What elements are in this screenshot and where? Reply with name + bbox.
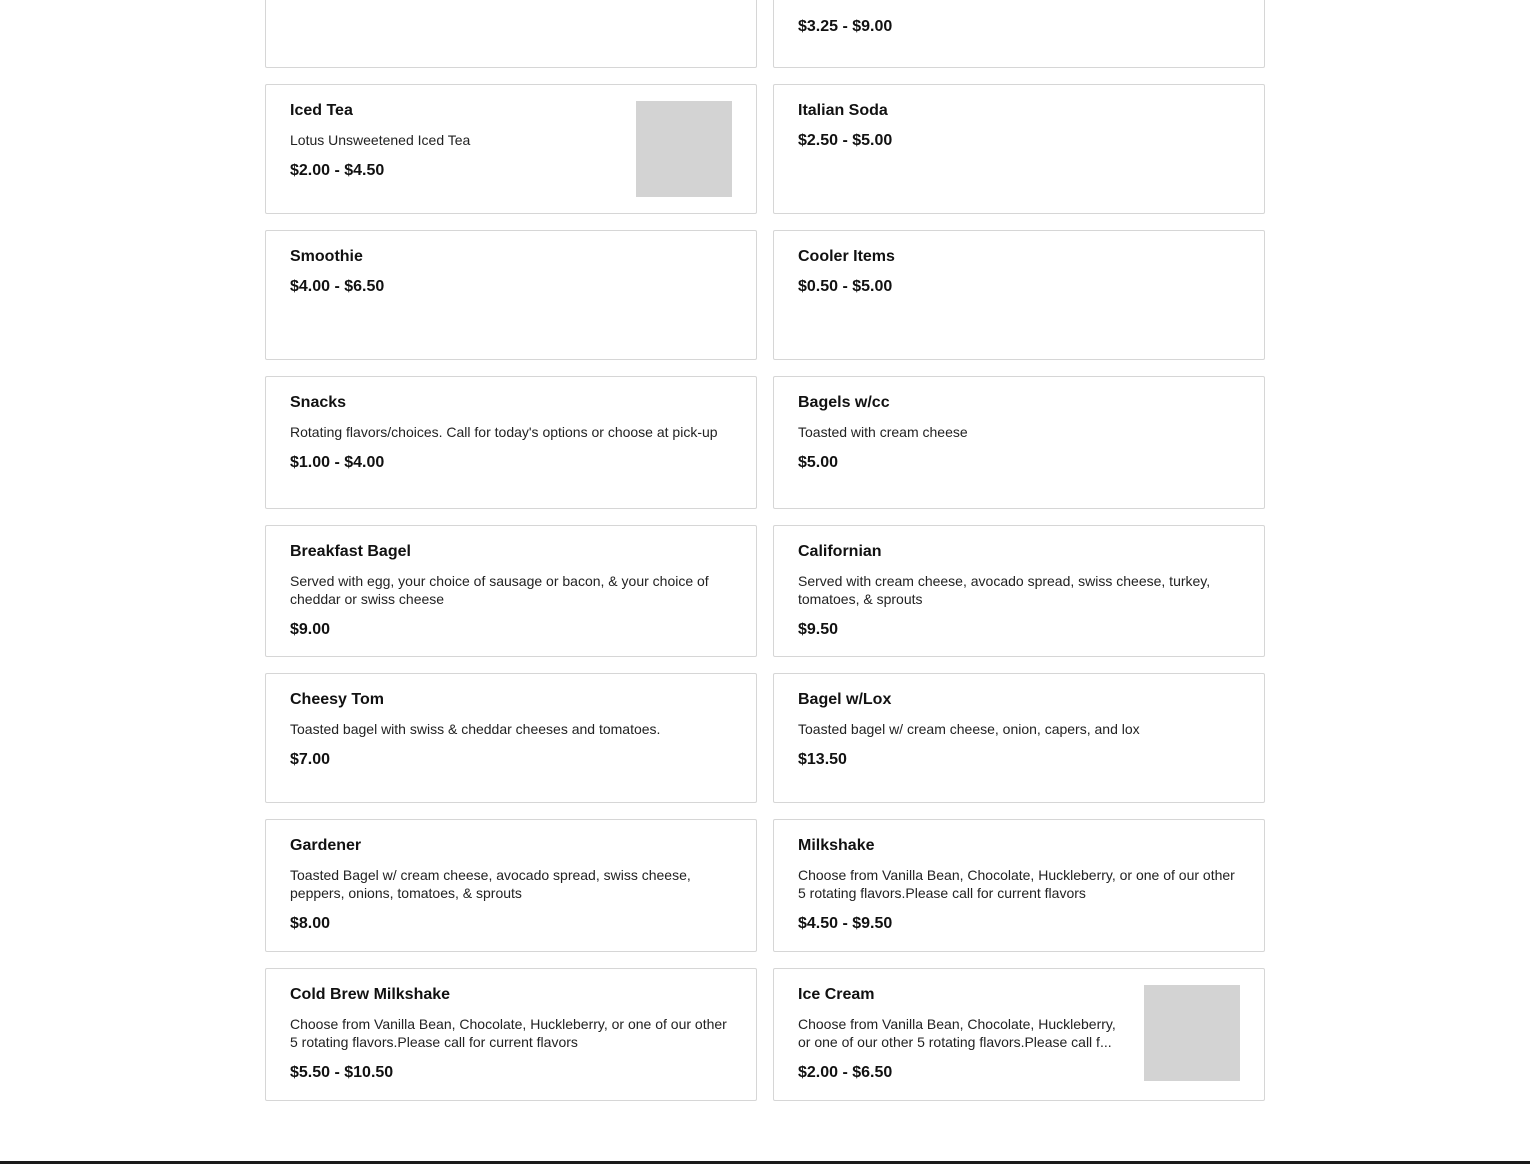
item-description: Choose from Vanilla Bean, Chocolate, Huckleberry, or one of our other 5 rotating flavors.Please call for current flavors: [290, 1016, 727, 1050]
item-price: $2.50 - $5.00: [798, 132, 893, 149]
item-price: $4.50 - $9.50: [798, 915, 893, 932]
item-description: Toasted Bagel w/ cream cheese, avocado spread, swiss cheese, peppers, onions, tomatoes, & sprouts: [290, 867, 691, 901]
item-title: Breakfast Bagel: [290, 543, 411, 560]
item-title: Gardener: [290, 837, 362, 854]
item-description: Choose from Vanilla Bean, Chocolate, Huckleberry, or one of our other 5 rotating flavors.Please call for current flavors: [798, 867, 1235, 901]
menu-item-card[interactable]: [773, 84, 1265, 214]
menu-item-card[interactable]: [265, 525, 757, 657]
item-price: $2.00 - $4.50: [290, 162, 385, 179]
menu-item-card[interactable]: [265, 230, 757, 360]
menu-item-card[interactable]: [265, 819, 757, 952]
menu-item-card[interactable]: [773, 819, 1265, 952]
item-title: Cheesy Tom: [290, 691, 384, 708]
item-image-placeholder: [1144, 985, 1240, 1081]
item-price: $1.00 - $4.00: [290, 454, 385, 471]
menu-item-card[interactable]: [773, 376, 1265, 509]
menu-item-card[interactable]: [773, 968, 1265, 1101]
item-image-placeholder: [636, 101, 732, 197]
item-title: Snacks: [290, 394, 347, 411]
menu-item-card[interactable]: [773, 230, 1265, 360]
item-price: $0.50 - $5.00: [798, 278, 893, 295]
menu-item-card[interactable]: [773, 0, 1265, 68]
item-description: Toasted with cream cheese: [798, 424, 968, 440]
menu-item-card[interactable]: [265, 673, 757, 803]
item-price: $8.00: [290, 915, 331, 932]
item-description: Toasted bagel with swiss & cheddar cheeses and tomatoes.: [290, 721, 661, 737]
item-title: Smoothie: [290, 248, 363, 265]
item-price: $5.00: [798, 454, 839, 471]
menu-item-card[interactable]: [773, 673, 1265, 803]
item-price: $5.50 - $10.50: [290, 1064, 394, 1081]
item-price: $13.50: [798, 751, 847, 768]
item-price: $3.25 - $9.00: [798, 18, 893, 35]
item-title: Italian Soda: [798, 102, 888, 119]
item-description: Toasted bagel w/ cream cheese, onion, capers, and lox: [798, 721, 1140, 737]
menu-item-card[interactable]: [773, 525, 1265, 657]
menu-item-card[interactable]: [265, 84, 757, 214]
item-title: Californian: [798, 543, 882, 560]
item-description: Rotating flavors/choices. Call for today's options or choose at pick-up: [290, 424, 718, 440]
item-title: Cold Brew Milkshake: [290, 986, 451, 1003]
menu-item-card[interactable]: [265, 376, 757, 509]
item-description: Served with cream cheese, avocado spread, swiss cheese, turkey, tomatoes, & sprouts: [798, 573, 1211, 607]
item-title: Iced Tea: [290, 102, 353, 119]
item-title: Bagel w/Lox: [798, 691, 892, 708]
item-title: Bagels w/cc: [798, 394, 890, 411]
item-title: Cooler Items: [798, 248, 895, 265]
item-description: Served with egg, your choice of sausage or bacon, & your choice of cheddar or swiss cheese: [290, 573, 709, 607]
item-price: $4.00 - $6.50: [290, 278, 385, 295]
item-title: Ice Cream: [798, 986, 875, 1003]
item-price: $9.50: [798, 621, 839, 638]
item-price: $9.00: [290, 621, 331, 638]
item-title: Milkshake: [798, 837, 875, 854]
item-price: $7.00: [290, 751, 331, 768]
item-price: $2.00 - $6.50: [798, 1064, 893, 1081]
menu-item-card[interactable]: [265, 968, 757, 1101]
item-description: Lotus Unsweetened Iced Tea: [290, 132, 471, 148]
item-description: Choose from Vanilla Bean, Chocolate, Huckleberry, or one of our other 5 rotating flavors.Please call f...: [798, 1016, 1116, 1050]
menu-item-card[interactable]: [265, 0, 757, 68]
